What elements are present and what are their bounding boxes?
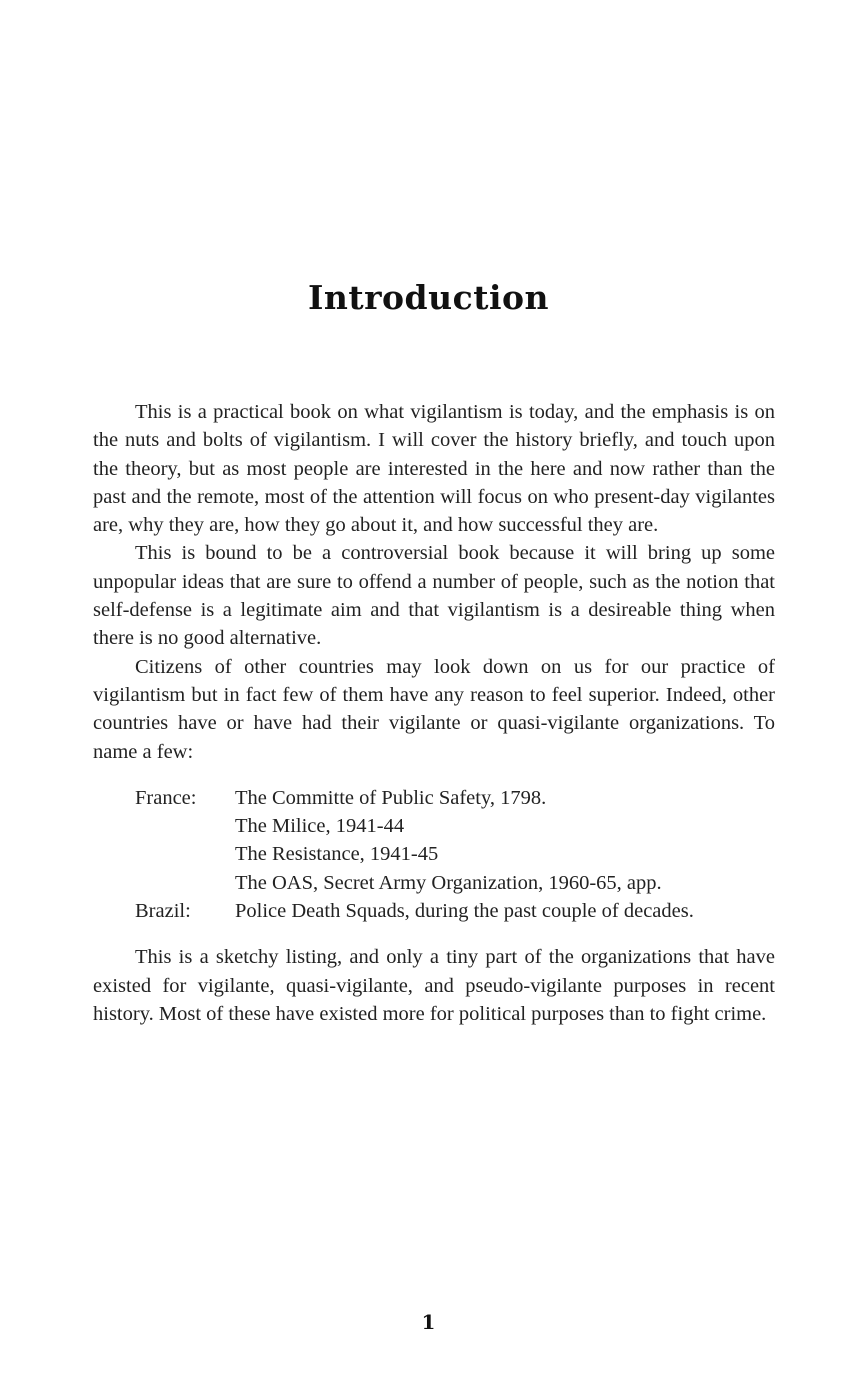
france-organizations xyxy=(235,784,775,897)
chapter-body xyxy=(93,398,775,1028)
paragraph-1: This is a practical book on what vigilantism is today, and the emphasis is on the nuts and bolts of vigilantism. I will cover the history briefly, and touch upon the theory, but as most people are interested in the here and now rather than the past and the remote, most of the attention will focus on who present-day vigilantes are, why they are, how they go about it, and how successful they are. xyxy=(93,401,775,537)
country-label-brazil: Brazil: xyxy=(135,900,191,923)
list-entry-france xyxy=(93,784,775,897)
chapter-title: Introduction xyxy=(307,278,549,317)
organization-list xyxy=(93,784,775,925)
paragraph-3: Citizens of other countries may look down on us for our practice of vigilantism but in fact few of them have any reason to feel superior. Indeed, other countries have or have had their vigilante or quasi-vigilante organizations. To name a few: xyxy=(93,655,775,763)
country-label-france: France: xyxy=(135,786,197,809)
list-item: The Milice, 1941-44 xyxy=(235,815,405,838)
closing-paragraph: This is a sketchy listing, and only a tiny part of the organizations that have existed for vigilante, quasi-vigilante, and pseudo-vigilante purposes in recent history. Most of these have existed more for political purposes than to fight crime. xyxy=(93,946,775,1025)
list-item: The Committe of Public Safety, 1798. xyxy=(235,786,547,809)
page-number: 1 xyxy=(421,1310,436,1334)
list-item: The Resistance, 1941-45 xyxy=(235,843,439,866)
list-item: The OAS, Secret Army Organization, 1960-65, app. xyxy=(235,871,662,894)
brazil-organizations xyxy=(235,897,775,925)
list-item: Police Death Squads, during the past couple of decades. xyxy=(235,900,694,923)
list-entry-brazil xyxy=(93,897,775,925)
paragraph-2: This is bound to be a controversial book because it will bring up some unpopular ideas that are sure to offend a number of people, such as the notion that self-defense is a legitimate aim and that vigilantism is a desireable thing when there is no good alternative. xyxy=(93,542,775,650)
